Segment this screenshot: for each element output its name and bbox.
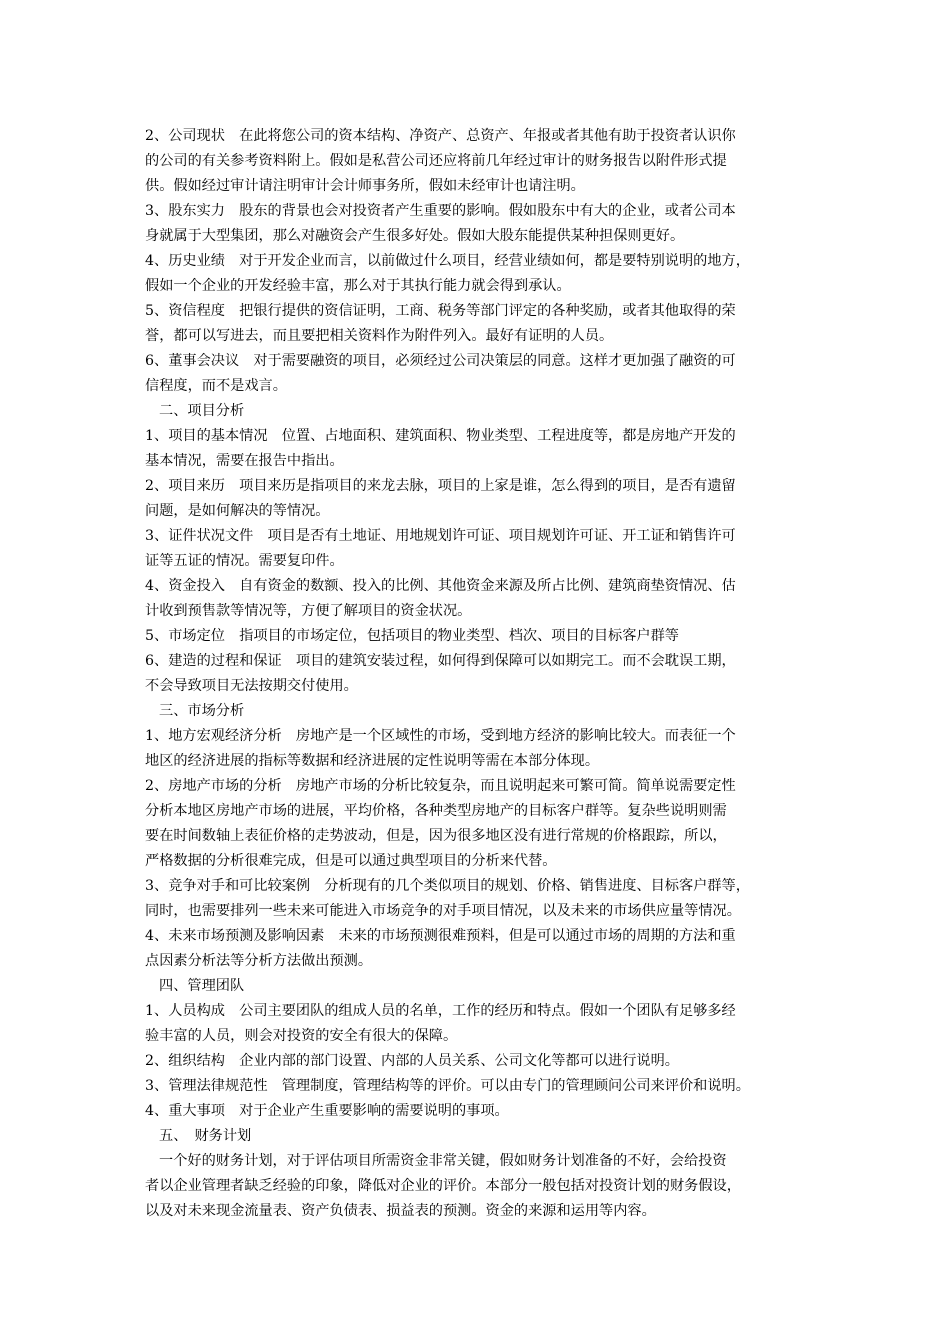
- paragraph-line: 5、资信程度 把银行提供的资信证明，工商、税务等部门评定的各种奖励，或者其他取得的荣: [145, 303, 736, 319]
- paragraph-line: 1、人员构成 公司主要团队的组成人员的名单，工作的经历和特点。假如一个团队有足够多经: [145, 1003, 736, 1019]
- paragraph-line: 2、公司现状 在此将您公司的资本结构、净资产、总资产、年报或者其他有助于投资者认识你: [145, 128, 736, 144]
- paragraph-line: 地区的经济进展的指标等数据和经济进展的定性说明等需在本部分体现。: [145, 753, 600, 769]
- paragraph-line: 2、房地产市场的分析 房地产市场的分析比较复杂，而且说明起来可繁可简。简单说需要定性: [145, 778, 736, 794]
- document-page: [145, 124, 825, 1224]
- paragraph-line: 1、地方宏观经济分析 房地产是一个区域性的市场，受到地方经济的影响比较大。而表征一个: [145, 728, 736, 744]
- paragraph-line: 计收到预售款等情况等，方便了解项目的资金状况。: [145, 603, 472, 619]
- paragraph-line: 分析本地区房地产市场的进展，平均价格，各种类型房地产的目标客户群等。复杂些说明则需: [145, 803, 727, 819]
- paragraph-line: 6、董事会决议 对于需要融资的项目，必须经过公司决策层的同意。这样才更加强了融资的可: [145, 353, 736, 369]
- paragraph-line: 基本情况，需要在报告中指出。: [145, 453, 344, 469]
- section-heading: 三、市场分析: [159, 703, 245, 719]
- paragraph-line: 5、市场定位 指项目的市场定位，包括项目的物业类型、档次、项目的目标客户群等: [145, 628, 679, 644]
- paragraph-line: 者以企业管理者缺乏经验的印象，降低对企业的评价。本部分一般包括对投资计划的财务假设，: [145, 1178, 741, 1194]
- paragraph-line: 验丰富的人员，则会对投资的安全有很大的保障。: [145, 1028, 458, 1044]
- paragraph-line: 同时，也需要排列一些未来可能进入市场竞争的对手项目情况，以及未来的市场供应量等情况。: [145, 903, 741, 919]
- section-heading: 二、项目分析: [159, 403, 245, 419]
- paragraph-line: 2、组织结构 企业内部的部门设置、内部的人员关系、公司文化等都可以进行说明。: [145, 1053, 679, 1069]
- paragraph-line: 3、证件状况文件 项目是否有土地证、用地规划许可证、项目规划许可证、开工证和销售许可: [145, 528, 736, 544]
- paragraph-line: 4、未来市场预测及影响因素 未来的市场预测很难预料，但是可以通过市场的周期的方法和重: [145, 928, 736, 944]
- paragraph-line: 信程度，而不是戏言。: [145, 378, 287, 394]
- paragraph-line: 一个好的财务计划，对于评估项目所需资金非常关键，假如财务计划准备的不好，会给投资: [159, 1153, 727, 1169]
- paragraph-line: 4、资金投入 自有资金的数额、投入的比例、其他资金来源及所占比例、建筑商垫资情况、估: [145, 578, 736, 594]
- paragraph-line: 要在时间数轴上表征价格的走势波动，但是，因为很多地区没有进行常规的价格跟踪，所以，: [145, 828, 727, 844]
- paragraph-line: 2、项目来历 项目来历是指项目的来龙去脉，项目的上家是谁，怎么得到的项目，是否有遗留: [145, 478, 736, 494]
- paragraph-line: 问题，是如何解决的等情况。: [145, 503, 330, 519]
- paragraph-line: 供。假如经过审计请注明审计会计师事务所，假如未经审计也请注明。: [145, 178, 585, 194]
- paragraph-line: 4、重大事项 对于企业产生重要影响的需要说明的事项。: [145, 1103, 509, 1119]
- paragraph-line: 4、历史业绩 对于开发企业而言，以前做过什么项目，经营业绩如何，都是要特别说明的地方，: [145, 253, 750, 269]
- paragraph-line: 3、管理法律规范性 管理制度，管理结构等的评价。可以由专门的管理顾问公司来评价和说明。: [145, 1078, 750, 1094]
- paragraph-line: 以及对未来现金流量表、资产负债表、损益表的预测。资金的来源和运用等内容。: [145, 1203, 656, 1219]
- paragraph-line: 不会导致项目无法按期交付使用。: [145, 678, 358, 694]
- paragraph-line: 的公司的有关参考资料附上。假如是私营公司还应将前几年经过审计的财务报告以附件形式提: [145, 153, 727, 169]
- paragraph-line: 6、建造的过程和保证 项目的建筑安装过程，如何得到保障可以如期完工。而不会耽误工期，: [145, 653, 736, 669]
- paragraph-line: 3、股东实力 股东的背景也会对投资者产生重要的影响。假如股东中有大的企业，或者公司本: [145, 203, 736, 219]
- paragraph-line: 3、竞争对手和可比较案例 分析现有的几个类似项目的规划、价格、销售进度、目标客户群等，: [145, 878, 750, 894]
- paragraph-line: 假如一个企业的开发经验丰富，那么对于其执行能力就会得到承认。: [145, 278, 571, 294]
- section-heading: 四、管理团队: [159, 978, 245, 994]
- paragraph-line: 证等五证的情况。需要复印件。: [145, 553, 344, 569]
- section-heading: 五、 财务计划: [159, 1128, 252, 1144]
- paragraph-line: 1、项目的基本情况 位置、占地面积、建筑面积、物业类型、工程进度等，都是房地产开发的: [145, 428, 736, 444]
- paragraph-line: 点因素分析法等分析方法做出预测。: [145, 953, 373, 969]
- paragraph-line: 身就属于大型集团，那么对融资会产生很多好处。假如大股东能提供某种担保则更好。: [145, 228, 685, 244]
- paragraph-line: 誉，都可以写进去，而且要把相关资料作为附件列入。最好有证明的人员。: [145, 328, 614, 344]
- paragraph-line: 严格数据的分析很难完成，但是可以通过典型项目的分析来代替。: [145, 853, 557, 869]
